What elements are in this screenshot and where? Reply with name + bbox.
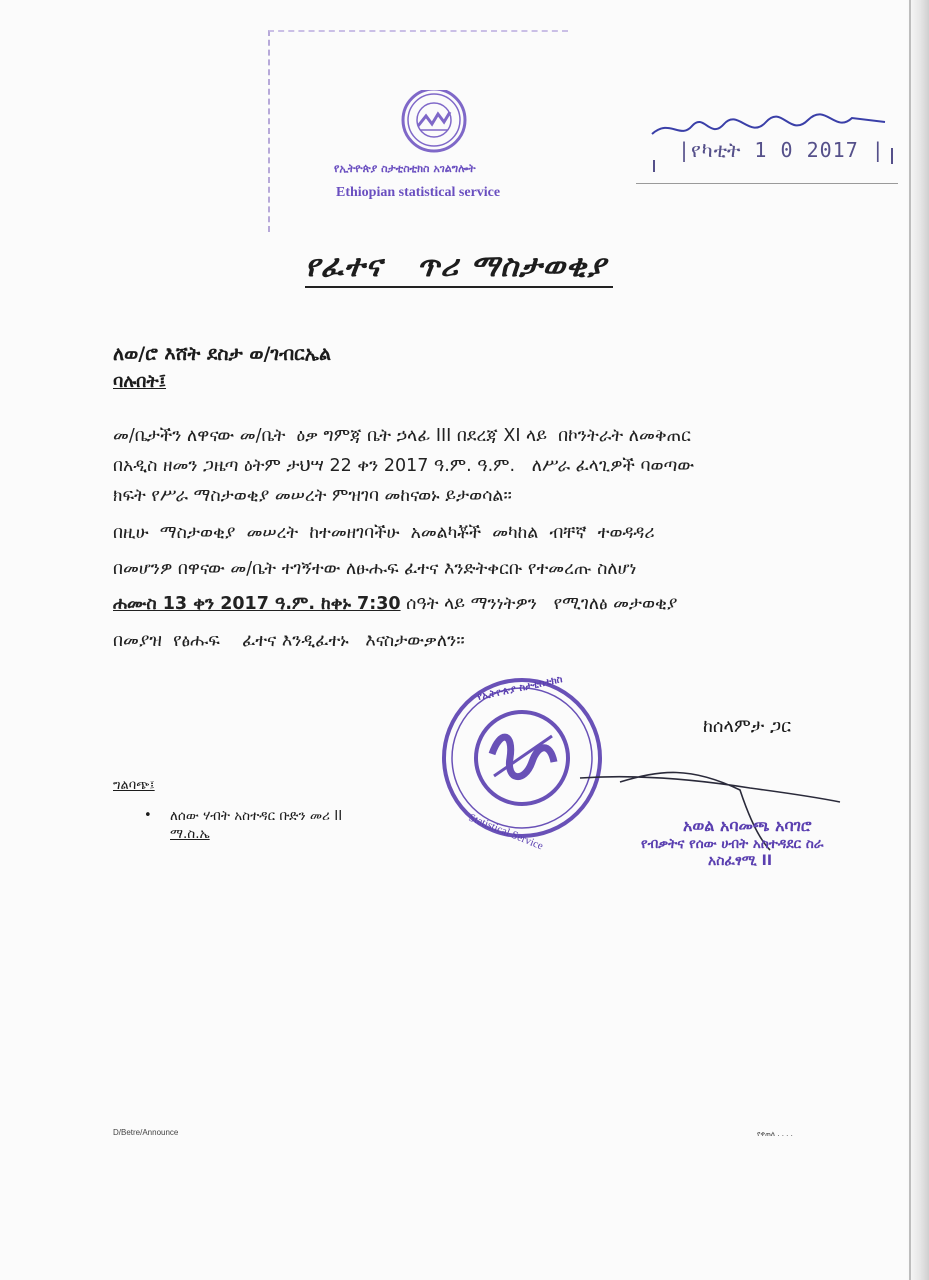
- body-line-1: መ/ቤታችን ለዋናው መ/ቤት ዕቃ ግምጃ ቤት ኃላፊ III በደረጃ XI ላይ በኮንትራት ለመቅጠር: [113, 426, 691, 446]
- footer-reference: D/Betre/Announce: [113, 1128, 179, 1137]
- signatory-title: የብቃትና የሰው ሀብት አስተዳደር ስራ: [641, 836, 824, 852]
- cc-label: ግልባጭ፤: [113, 778, 155, 793]
- body-line-6: [113, 594, 677, 614]
- cc-item: ለሰው ሃብት አስተዳር ቡድን መሪ II: [170, 808, 343, 824]
- signatory-name: አወል አባመጫ አባገሮ: [683, 816, 812, 835]
- footer-continued: የቀጠለ . . . .: [757, 1130, 793, 1138]
- document-title: የፈተና ጥሪ ማስታወቂያ: [305, 249, 607, 284]
- body-line-6-rest: ሰዓት ላይ ማንነትዎን የሚገለፅ መታወቂያ: [400, 594, 678, 614]
- signatory-subtitle: አስፈፃሚ II: [708, 853, 773, 869]
- body-line-4: በዚሁ ማስታወቂያ መሠረት ከተመዘገባችሁ አመልካቾች መካከል ብቸኛ ተወዳዳሪ: [113, 523, 655, 543]
- svg-text:የኢትዮጵያ ስታቲስቲክስ አገልግሎት: የኢትዮጵያ ስታቲስቲክስ አገልግሎት: [334, 162, 476, 175]
- exam-date-time: ሐሙስ 13 ቀን 2017 ዓ.ም. ከቀኑ 7:30: [113, 594, 401, 614]
- ess-logo-stamp: [330, 90, 570, 210]
- cc-bullet: •: [144, 808, 152, 823]
- body-line-7: በመያዝ የፅሑፍ ፈተና እንዲፈተኑ እናስታውቃለን፡፡: [113, 631, 465, 651]
- body-line-2: በአዲስ ዘመን ጋዜጣ ዕትም ታህሣ 22 ቀን 2017 ዓ.ም. ዓ.ም. ለሥራ ፈላጊዎች ባወጣው: [113, 456, 695, 476]
- closing: ከሰላምታ ጋር: [703, 716, 792, 737]
- body-line-5: በመሆንዎ በዋናው መ/ቤት ተገኝተው ለፁሑፍ ፈተና እንድትቀርቡ የተመረጡ ስለሆነ: [113, 559, 637, 579]
- greeting: ባሉበት፤: [113, 371, 167, 392]
- stamp-date: |የካቲት 1 0 2017 |: [678, 138, 885, 162]
- page-edge-line: [909, 0, 911, 1280]
- title-underline: [305, 286, 613, 288]
- body-line-3: ክፍት የሥራ ማስታወቂያ መሠረት ምዝገባ መከናወኑ ይታወሳል፡፡: [113, 486, 512, 506]
- cc-item-org: ማ.ስ.ኤ: [170, 826, 210, 842]
- svg-text:Statistical Service: Statistical Service: [466, 811, 545, 853]
- svg-text:Ethiopian statistical service: Ethiopian statistical service: [336, 185, 501, 200]
- svg-text:የኢትዮጵያ ስታቲስቲክስ: የኢትዮጵያ ስታቲስቲክስ: [476, 674, 564, 703]
- stamp-rule: [636, 183, 898, 184]
- recipient: ለወ/ሮ እሸት ደስታ ወ/ገብርኤል: [113, 343, 332, 365]
